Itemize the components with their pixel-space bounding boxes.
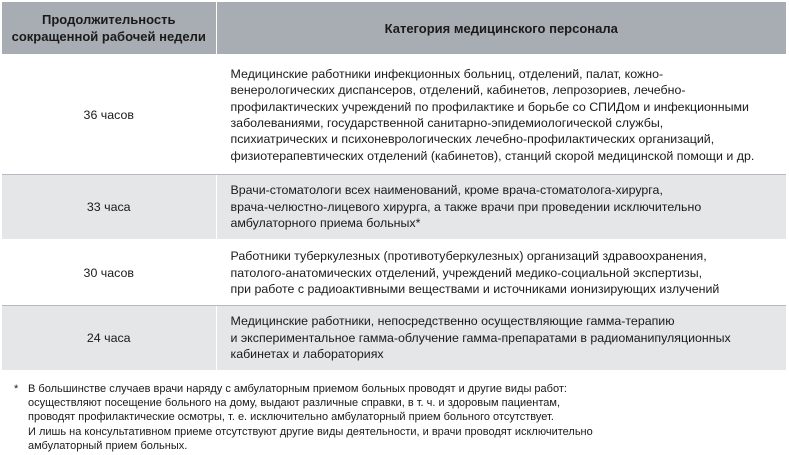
category-line: психиатрических и психоневрологических лечебно-профилактических организаций, [230,132,715,147]
hours-cell: 24 часа [2,306,216,372]
category-line: при работе с радиоактивными веществами и источниками ионизирующих излучений [230,282,720,297]
footnote-line: И лишь на консультативном приеме отсутствуют другие виды деятельности, и врачи проводят исключительно [28,425,593,438]
working-hours-table [2,2,786,372]
table-row [2,240,786,306]
hours-cell: 30 часов [2,240,216,306]
category-line: врача-челюстно-лицевого хирурга, а также врачи при проведении исключительно [230,199,702,214]
footnote-line: осуществляют посещение больного на дому, выдают различные справки, в т. ч. и здоровым пациентам, [28,397,560,410]
category-line: кабинетах и лабораториях [230,347,384,362]
category-line: Медицинские работники, непосредственно осуществляющие гамма-терапию [230,314,675,329]
hours-cell: 33 часа [2,175,216,241]
category-cell [216,175,786,241]
header-hours [2,2,216,55]
footnote-line: В большинстве случаев врачи наряду с амбулаторным приемом больных проводят и другие виды работ: [28,383,567,395]
header-hours-line: Продолжительность [42,12,176,27]
category-line: профилактических учреждений по профилактике и борьбе со СПИДом и инфекционными [230,99,749,114]
footnote-text [28,382,593,453]
table-row [2,175,786,241]
category-line: Медицинские работники инфекционных больниц, отделений, палат, кожно- [230,66,664,81]
table-header-row [2,2,786,55]
category-line: амбулаторного приема больных* [230,216,421,231]
table-row [2,306,786,372]
category-line: Работники туберкулезных (противотуберкулезных) организаций здравоохранения, [230,249,707,264]
category-line: патолого-анатомических отделений, учреждений медико-социальной экспертизы, [230,265,703,280]
table-row [2,55,786,175]
category-line: и экспериментальное гамма-облучение гамма-препаратами в радиоманипуляционных [230,330,731,345]
footnote-line: проводят профилактические осмотры, т. е. исключительно амбулаторный прием больного отсутствует. [28,411,554,424]
footnote-line: амбулаторный прием больных. [28,439,188,452]
category-cell [216,55,786,175]
hours-cell: 36 часов [2,55,216,175]
footnote-marker: * [14,383,19,395]
category-line: венерологических диспансеров, отделений, кабинетов, лепрозориев, лечебно- [230,83,686,98]
category-line: физиотерапевтических отделений (кабинетов), станций скорой медицинской помощи и др. [230,148,755,163]
category-line: Врачи-стоматологи всех наименований, кроме врача-стоматолога-хирурга, [230,183,663,198]
header-hours-line: сокращенной рабочей недели [11,29,206,44]
category-line: заболеваниями, государственной санитарно-эпидемиологической службы, [230,116,664,130]
category-cell [216,306,786,372]
category-cell [216,240,786,306]
header-category: Категория медицинского персонала [216,2,786,55]
